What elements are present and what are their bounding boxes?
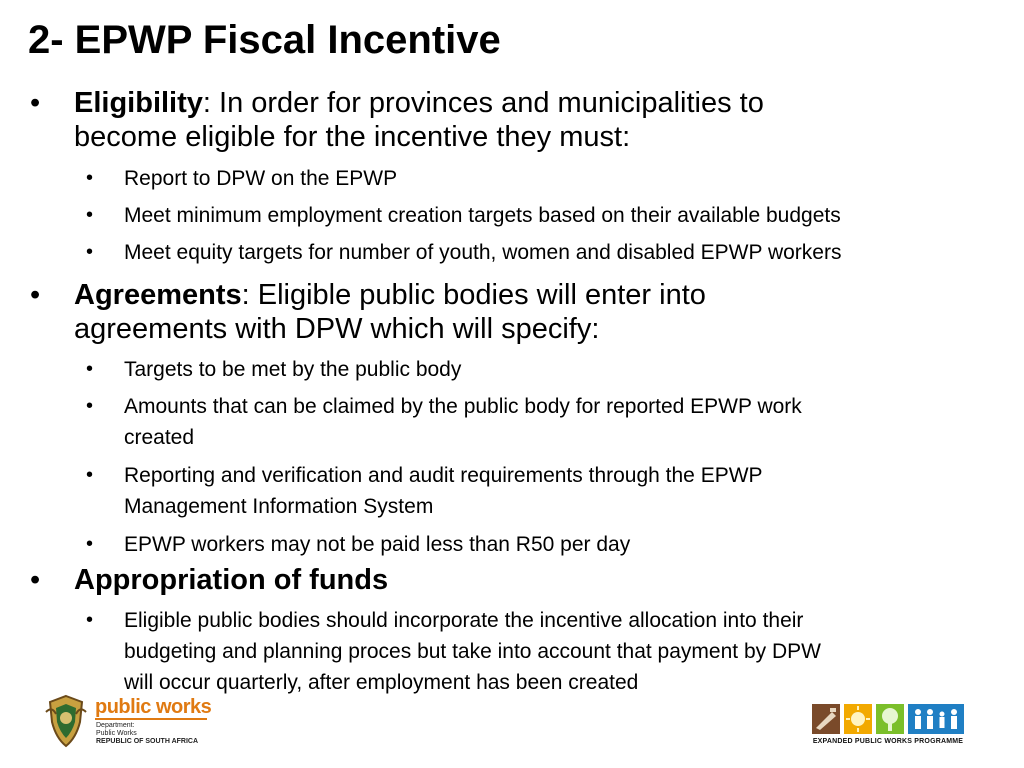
tree-icon [876,704,904,734]
sub-bullet-text-cont: budgeting and planning proces but take into account that payment by DPW [124,640,821,663]
epwp-caption: EXPANDED PUBLIC WORKS PROGRAMME [812,738,964,745]
sub-bullet [86,200,1014,231]
sub-bullet [86,163,1014,194]
public-works-wordmark: public works [95,696,212,718]
sub-bullet-text: Meet equity targets for number of youth, women and disabled EPWP workers [124,241,842,264]
sub-bullet-text-cont: created [124,426,195,449]
bullet-eligibility [30,86,974,154]
sub-bullet [86,391,1014,453]
bullet-dot: • [86,167,94,189]
sub-bullet-text-cont: Management Information System [124,495,434,518]
appropriation-heading: Appropriation of funds [74,564,389,596]
department-caption [96,722,198,746]
sub-bullet-text-cont: will occur quarterly, after employment has been created [124,671,639,694]
eligibility-heading: Eligibility [74,87,203,119]
sub-bullet [86,529,1014,560]
agreements-heading: Agreements [74,279,242,311]
sub-bullet [86,354,1014,385]
people-icon [908,704,964,734]
sub-bullet-text: Eligible public bodies should incorporate the incentive allocation into their [124,609,804,632]
logo-divider [95,718,207,720]
bullet-dot: • [86,533,94,555]
bullet-appropriation [30,563,974,597]
sub-bullet [86,237,1014,268]
trowel-icon [812,704,840,734]
bullet-agreements [30,278,974,346]
eligibility-text: : In order for provinces and municipalities to [202,87,764,119]
epwp-logo [808,704,968,748]
bullet-dot: • [86,241,94,263]
bullet-dot: • [86,358,94,380]
sub-bullet [86,605,1014,698]
department-line1: Department: [96,722,135,729]
bullet-dot: • [30,87,41,119]
bullet-dot: • [86,204,94,226]
sub-bullet-text: Amounts that can be claimed by the public body for reported EPWP work [124,395,802,418]
department-line2: Public Works [96,730,137,737]
bullet-dot: • [30,564,41,596]
bullet-dot: • [30,279,41,311]
bullet-dot: • [86,464,94,486]
coat-of-arms-icon [42,692,90,750]
bullet-dot: • [86,395,94,417]
sub-bullet-text: Targets to be met by the public body [124,358,462,381]
eligibility-text-line2: become eligible for the incentive they must: [74,121,631,153]
sub-bullet [86,460,1014,522]
bullet-dot: • [86,609,94,631]
sub-bullet-text: EPWP workers may not be paid less than R50 per day [124,533,631,556]
agreements-text: : Eligible public bodies will enter into [241,279,706,311]
sub-bullet-text: Reporting and verification and audit requirements through the EPWP [124,464,763,487]
slide-title: 2- EPWP Fiscal Incentive [28,18,501,62]
agreements-text-line2: agreements with DPW which will specify: [74,313,600,345]
department-line3: REPUBLIC OF SOUTH AFRICA [96,738,199,745]
sun-icon [844,704,872,734]
sub-bullet-text: Report to DPW on the EPWP [124,167,398,190]
sub-bullet-text: Meet minimum employment creation targets based on their available budgets [124,204,841,227]
